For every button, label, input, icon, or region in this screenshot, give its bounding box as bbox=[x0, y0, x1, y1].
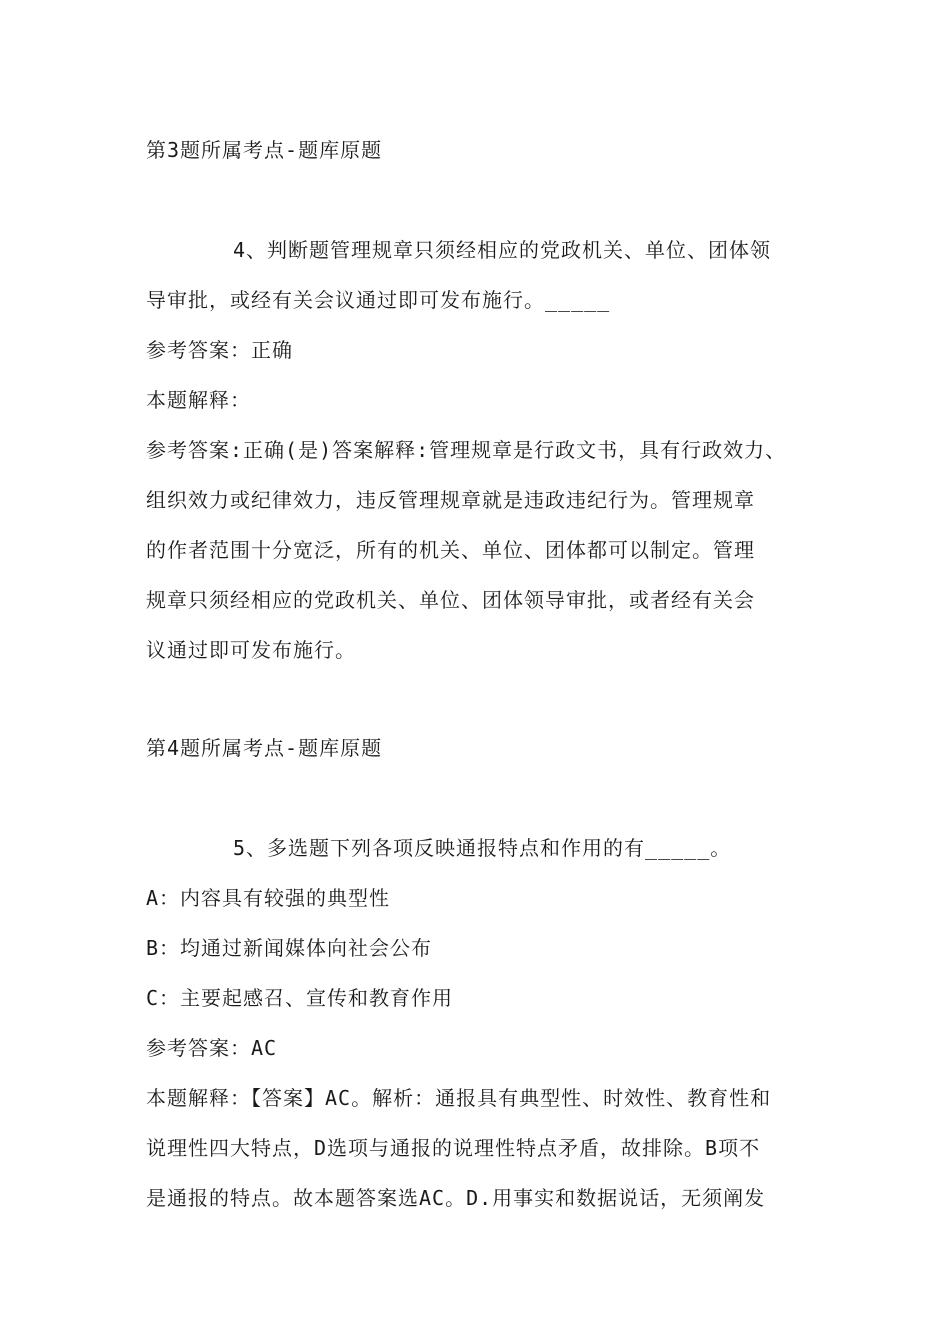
question5-explanation-line: 是通报的特点。故本题答案选AC。D.用事实和数据说话，无须阐发 bbox=[146, 1186, 766, 1210]
question4-explanation-line: 组织效力或纪律效力，违反管理规章就是违政违纪行为。管理规章 bbox=[146, 488, 755, 512]
question5-option-b: B：均通过新闻媒体向社会公布 bbox=[146, 936, 433, 960]
question4-stem-line1: 4、判断题管理规章只须经相应的党政机关、单位、团体领 bbox=[233, 238, 772, 262]
question4-explanation-label: 本题解释： bbox=[146, 388, 251, 412]
question3-category-footer: 第3题所属考点-题库原题 bbox=[146, 138, 383, 162]
question5-option-c: C：主要起感召、宣传和教育作用 bbox=[146, 986, 454, 1010]
question4-explanation-line: 的作者范围十分宽泛，所有的机关、单位、团体都可以制定。管理 bbox=[146, 538, 755, 562]
question4-explanation-line: 规章只须经相应的党政机关、单位、团体领导审批，或者经有关会 bbox=[146, 588, 755, 612]
question4-category-footer: 第4题所属考点-题库原题 bbox=[146, 736, 383, 760]
question4-explanation-line: 议通过即可发布施行。 bbox=[146, 638, 356, 662]
question5-explanation-line: 本题解释：【答案】AC。解析：通报具有典型性、时效性、教育性和 bbox=[146, 1086, 772, 1110]
question4-stem-line2: 导审批，或经有关会议通过即可发布施行。_____ bbox=[146, 288, 611, 312]
question5-explanation-line: 说理性四大特点，D选项与通报的说理性特点矛盾，故排除。B项不 bbox=[146, 1136, 761, 1160]
question5-answer: 参考答案：AC bbox=[146, 1036, 278, 1060]
question5-option-a: A：内容具有较强的典型性 bbox=[146, 886, 391, 910]
question5-stem: 5、多选题下列各项反映通报特点和作用的有_____。 bbox=[233, 836, 732, 860]
question4-answer: 参考答案：正确 bbox=[146, 338, 293, 362]
question4-explanation-line: 参考答案:正确(是)答案解释:管理规章是行政文书，具有行政效力、 bbox=[146, 438, 787, 462]
